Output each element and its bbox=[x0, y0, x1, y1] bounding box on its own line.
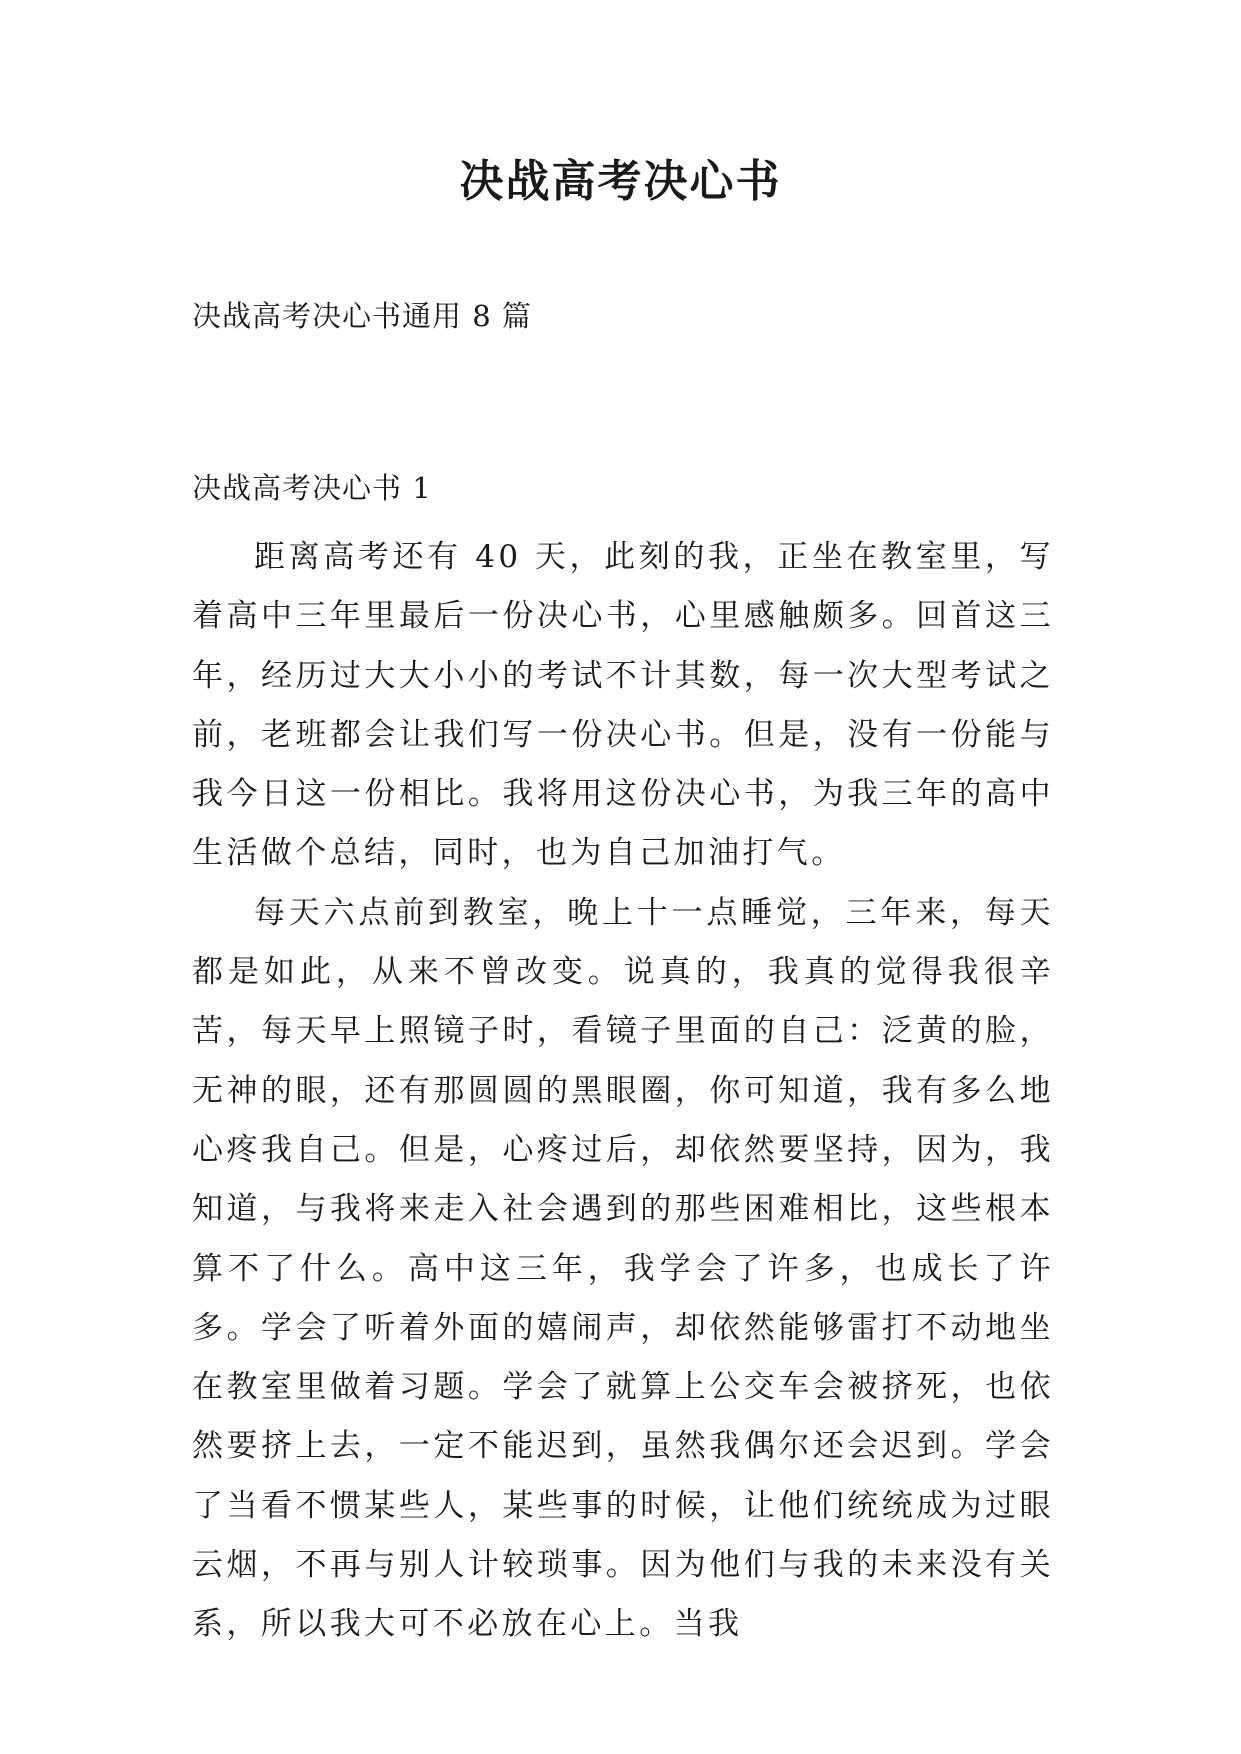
document-title: 决战高考决心书 bbox=[459, 156, 782, 207]
document-subtitle: 决战高考决心书通用 8 篇 bbox=[192, 299, 532, 333]
section-heading: 决战高考决心书 1 bbox=[192, 471, 432, 505]
body-text bbox=[192, 528, 1054, 1655]
paragraph: 距离高考还有 40 天，此刻的我，正坐在教室里，写着高中三年里最后一份决心书，心里感触颇多。回首这三年，经历过大大小小的考试不计其数，每一次大型考试之前，老班都会让我们写一份决心书。但是，没有一份能与我今日这一份相比。我将用这份决心书，为我三年的高中生活做个总结，同时，也为自己加油打气。 bbox=[192, 539, 1054, 872]
paragraph: 每天六点前到教室，晚上十一点睡觉，三年来，每天都是如此，从来不曾改变。说真的，我真的觉得我很辛苦，每天早上照镜子时，看镜子里面的自己：泛黄的脸，无神的眼，还有那圆圆的黑眼圈，你可知道，我有多么地心疼我自己。但是，心疼过后，却依然要坚持，因为，我知道，与我将来走入社会遇到的那些困难相比，这些根本算不了什么。高中这三年，我学会了许多，也成长了许多。学会了听着外面的嬉闹声，却依然能够雷打不动地坐在教室里做着习题。学会了就算上公交车会被挤死，也依然要挤上去，一定不能迟到，虽然我偶尔还会迟到。学会了当看不惯某些人，某些事的时候，让他们统统成为过眼云烟，不再与别人计较琐事。因为他们与我的未来没有关系，所以我大可不必放在心上。当我 bbox=[192, 894, 1054, 1643]
